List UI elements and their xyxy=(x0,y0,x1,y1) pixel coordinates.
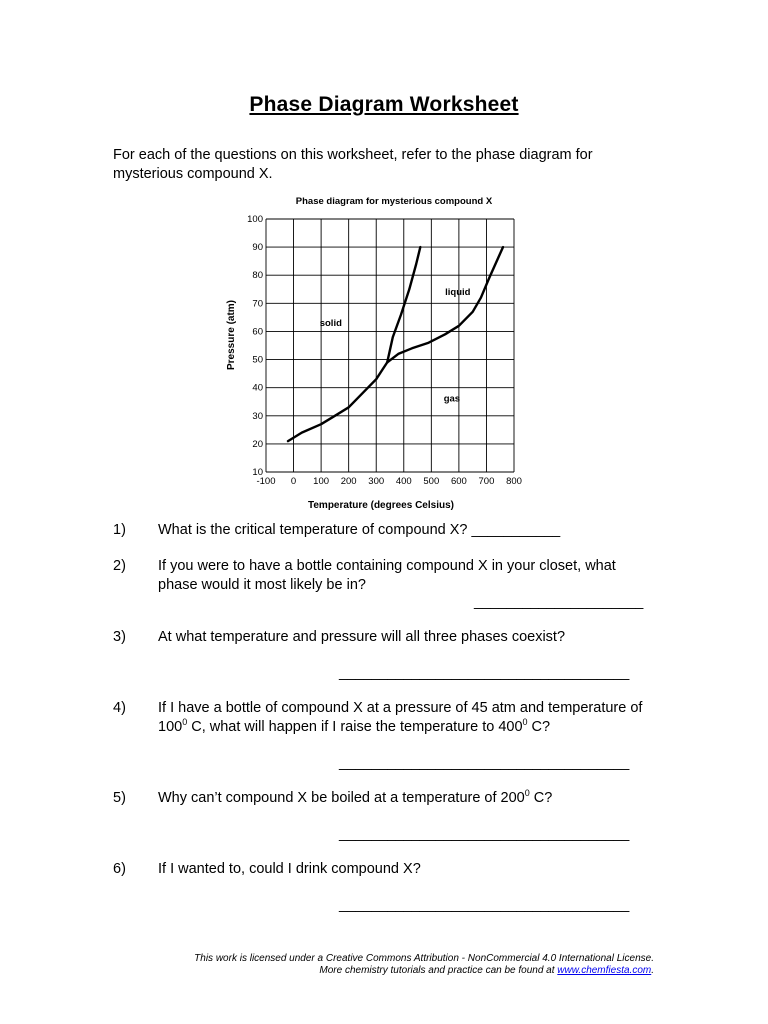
y-tick-label: 90 xyxy=(252,242,263,254)
chart-series xyxy=(288,247,503,441)
y-tick-label: 10 xyxy=(252,467,263,478)
chemfiesta-link[interactable]: www.chemfiesta.com xyxy=(557,965,652,976)
chart-ticks xyxy=(247,214,522,487)
question-number: 2) xyxy=(113,558,126,574)
x-tick-label: 100 xyxy=(313,476,330,487)
x-tick-label: 700 xyxy=(478,476,495,487)
question-number: 4) xyxy=(113,700,126,716)
chart-title: Phase diagram for mysterious compound X xyxy=(295,196,493,207)
license-text: This work is licensed under a Creative Commons Attribution - NonCommercial 4.0 International License. xyxy=(194,953,654,964)
x-tick-label: 300 xyxy=(368,476,385,487)
question-number: 3) xyxy=(113,629,126,645)
phase-label: solid xyxy=(319,317,342,329)
answer-line-5[interactable]: ____________________________________ xyxy=(339,826,630,842)
y-tick-label: 70 xyxy=(252,298,263,310)
phase-label: liquid xyxy=(445,286,471,298)
chart-xlabel: Temperature (degrees Celsius) xyxy=(308,500,454,511)
x-tick-label: 200 xyxy=(340,476,357,487)
phase-label: gas xyxy=(443,393,461,405)
x-tick-label: 800 xyxy=(506,476,522,487)
y-tick-label: 50 xyxy=(252,354,263,366)
question-number: 1) xyxy=(113,522,126,538)
answer-line-6[interactable]: ____________________________________ xyxy=(339,897,630,913)
intro-text: For each of the questions on this worksheet, refer to the phase diagram for mysterious compound X. xyxy=(113,147,593,182)
answer-line-2[interactable]: _____________________ xyxy=(474,594,644,610)
tutorials-text: More chemistry tutorials and practice can be found at www.chemfiesta.com. xyxy=(319,965,654,976)
chart-ylabel: Pressure (atm) xyxy=(226,299,237,371)
y-tick-label: 20 xyxy=(252,438,263,450)
y-tick-label: 60 xyxy=(252,326,263,338)
question-number: 6) xyxy=(113,861,126,877)
phase-diagram-chart xyxy=(220,190,540,515)
y-tick-label: 100 xyxy=(247,214,263,225)
y-tick-label: 80 xyxy=(252,270,263,282)
x-tick-label: -100 xyxy=(256,476,276,487)
chart-annotations xyxy=(320,287,471,405)
page-title: Phase Diagram Worksheet xyxy=(249,93,519,116)
license-footer xyxy=(194,953,654,977)
phase-diagram-svg xyxy=(220,190,540,515)
answer-line-4[interactable]: ____________________________________ xyxy=(339,755,630,771)
x-tick-label: 400 xyxy=(395,476,412,487)
question-text: What is the critical temperature of compound X? ___________ xyxy=(158,522,561,538)
question-text: If I wanted to, could I drink compound X? xyxy=(158,861,421,877)
y-tick-label: 30 xyxy=(252,410,263,422)
x-tick-label: 600 xyxy=(450,476,467,487)
question-text: If you were to have a bottle containing compound X in your closet, what phase would it most likely be in? xyxy=(158,558,616,593)
y-tick-label: 40 xyxy=(252,382,263,394)
question-text: If I have a bottle of compound X at a pressure of 45 atm and temperature of $100^0$ C, what will happen if I raise the temperature to $400^0$ C? xyxy=(158,700,643,735)
question-number: 5) xyxy=(113,790,126,806)
question-text: Why can’t compound X be boiled at a temperature of $200^0$ C? xyxy=(158,788,553,806)
question-text: At what temperature and pressure will all three phases coexist? xyxy=(158,629,566,645)
x-tick-label: 500 xyxy=(423,476,440,487)
answer-line-3[interactable]: ____________________________________ xyxy=(339,665,630,681)
series-line xyxy=(288,362,387,441)
x-tick-label: 0 xyxy=(290,476,297,487)
